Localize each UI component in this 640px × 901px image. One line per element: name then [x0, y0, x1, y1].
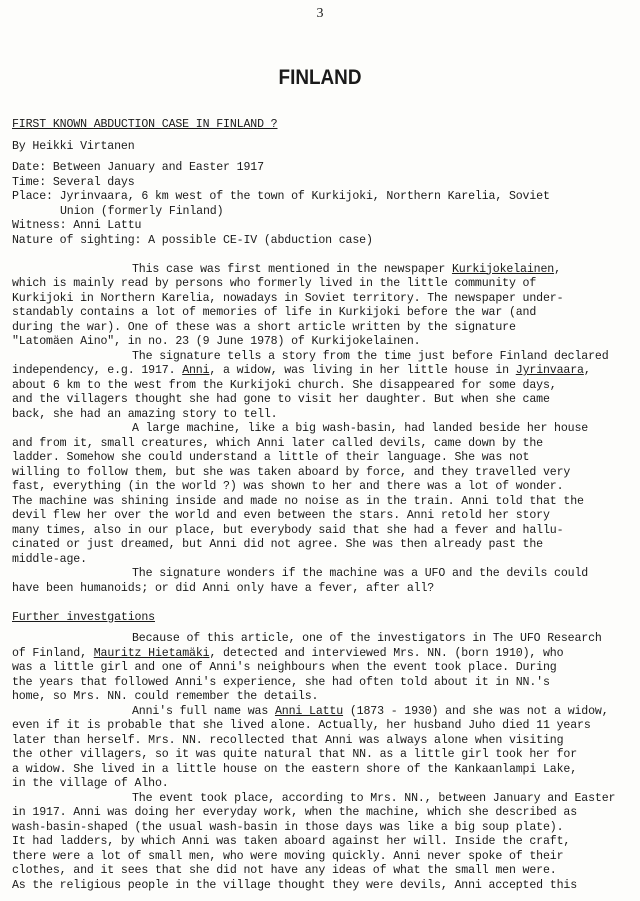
paragraph: Anni's full name was Anni Lattu (1873 - 1930) and she was not a widow, even if it is probable that she lived alone. Actually, her husband Juho died 11 years later than herself. Mrs. NN. recollected that Anni was always alone when visiting the other villagers, so it was quite natural that NN. as a little girl took her for a widow. She lived in a little house on the eastern shore of the Kankaanlampi Lake, in the village of Alho. — [12, 704, 609, 790]
article-title: FIRST KNOWN ABDUCTION CASE IN FINLAND ? — [12, 118, 278, 131]
detail-place-cont: Union (formerly Finland) — [60, 204, 224, 218]
paragraph: This case was first mentioned in the newspaper Kurkijokelainen, which is mainly read by persons who formerly lived in the little community of Kurkijoki in Northern Karelia, nowadays in Soviet territory. The newspaper under- standably contains a lot of memories of life in Kurkijoki before the war (and during the war). One of these was a short article written by the signature "Latomäen Aino", in no. 23 (9 June 1978) of Kurkijokelainen. — [12, 262, 564, 348]
name-anni-lattu: Anni Lattu — [274, 704, 344, 718]
paragraph: The event took place, according to Mrs. NN., between January and Easter in 1917. Anni was doing her everyday work, when the machine, which she described as wash-basin-shaped (the usual wash-basin in those days was like a big soup plate). It had ladders, by which Anni was taken aboard against her will. Inside the craft, there were a lot of small men, who were moving quickly. Anni never spoke of their clothes, and it sees that she did not have any ideas of what the small men were. As the religious people in the village thought they were devils, Anni accepted this — [12, 791, 616, 892]
detail-nature: Nature of sighting: A possible CE-IV (abduction case) — [12, 233, 373, 247]
detail-time: Time: Several days — [12, 175, 135, 189]
paragraph: The signature tells a story from the time just before Finland declared independency, e.g. 1917. Anni, a widow, was living in her little house in Jyrinvaara, about 6 km to the west from the Kurkijoki church. She disappeared for some days, and the villagers thought she had gone to visit her daughter. But when she came back, she had an amazing story to tell. — [12, 349, 609, 421]
page-number: 3 — [316, 6, 324, 21]
byline: By Heikki Virtanen — [12, 139, 135, 153]
article-body — [12, 118, 636, 893]
paragraph: A large machine, like a big wash-basin, had landed beside her house and from it, small creatures, which Anni later called devils, came down by the ladder. Somehow she could understand a little of their language. She was not willing to follow them, but she was taken aboard by force, and they travelled very fast, everything (in the world ?) was shown to her and there was a lot of wonder. The machine was shining inside and made no noise as in the train. Anni told that the devil flew her over the world and even between the stars. Anni retold her story many times, also in our place, but everybody said that she had a fever and hallu- cinated or just dreamed, but Anni did not agree. She was then already past the middle-age. — [12, 422, 589, 566]
place-jyrinvaara: Jyrinvaara — [515, 364, 584, 377]
detail-date: Date: Between January and Easter 1917 — [12, 161, 264, 174]
newspaper-name: Kurkijokelainen — [451, 262, 555, 276]
country-heading: FINLAND — [278, 66, 362, 89]
detail-place: Place: Jyrinvaara, 6 km west of the town of Kurkijoki, Northern Karelia, Soviet — [12, 190, 550, 203]
paragraph: Because of this article, one of the investigators in The UFO Research of Finland, Mauritz Hietamäki, detected and interviewed Mrs. NN. (born 1910), who was a little girl and one of Anni's neighbours when the event took place. During the years that followed Anni's experience, she had often told about it in NN.'s home, so Mrs. NN. could remember the details. — [12, 632, 602, 703]
name-anni: Anni — [182, 364, 210, 377]
paragraph: The signature wonders if the machine was a UFO and the devils could have been humanoids; or did Anni only have a fever, after all? — [12, 567, 589, 595]
sighting-details — [12, 161, 636, 248]
name-hietamaki: Mauritz Hietamäki — [93, 646, 210, 660]
section-title: Further investgations — [12, 610, 155, 624]
detail-witness: Witness: Anni Lattu — [12, 219, 142, 232]
